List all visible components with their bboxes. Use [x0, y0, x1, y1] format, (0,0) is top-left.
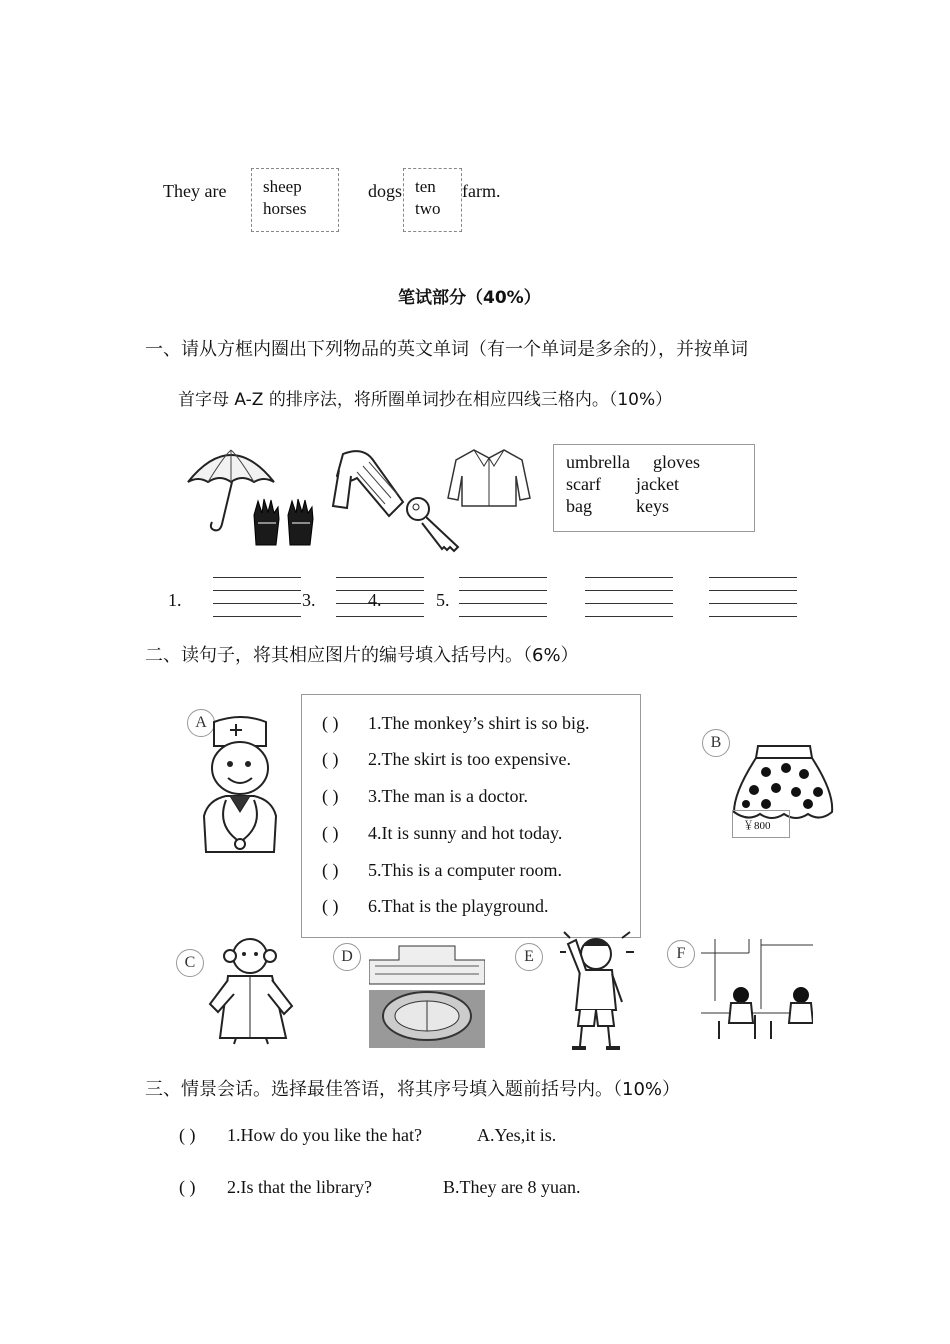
dialogue-paren-1[interactable]: ( ) — [179, 1125, 196, 1145]
answer-paren[interactable]: ( ) — [322, 860, 339, 880]
answer-number-3: 3. — [302, 590, 316, 610]
dialogue-answer-b: B.They are 8 yuan. — [443, 1177, 581, 1197]
word-choice-sheep: sheep — [263, 177, 302, 196]
answer-paren[interactable]: ( ) — [322, 786, 339, 806]
dialogue-answer-a: A.Yes,it is. — [477, 1125, 557, 1145]
section1-instruction-line2: 首字母 A-Z 的排序法，将所圈单词抄在相应四线三格内。（10%） — [178, 390, 673, 410]
dialogue-paren-2[interactable]: ( ) — [179, 1177, 196, 1197]
sentence-text: 4.It is sunny and hot today. — [368, 823, 563, 843]
answer-paren[interactable]: ( ) — [322, 823, 339, 843]
price-tag-text: ￥800 — [743, 820, 771, 832]
label-b: B — [702, 729, 730, 757]
word-gloves: gloves — [653, 452, 700, 472]
word-choice-box-1 — [251, 168, 339, 232]
sentence-1[interactable] — [322, 713, 590, 734]
word-jacket: jacket — [636, 474, 679, 494]
label-f: F — [667, 940, 695, 968]
word-choice-box-2 — [403, 168, 462, 232]
answer-number-5: 5. — [436, 590, 450, 610]
section3-instruction: 三、情景会话。选择最佳答语，将其序号填入题前括号内。（10%） — [145, 1079, 681, 1100]
doctor-icon — [196, 716, 286, 856]
writing-lines-1[interactable] — [213, 577, 301, 617]
sentence-text: 3.The man is a doctor. — [368, 786, 528, 806]
sentence-text: 2.The skirt is too expensive. — [368, 749, 571, 769]
answer-number-4: 4. — [368, 590, 382, 610]
word-choice-horses: horses — [263, 199, 307, 218]
sentence-3[interactable] — [322, 786, 528, 807]
hot-boy-icon — [560, 930, 634, 1054]
word-choice-two: two — [415, 199, 441, 218]
word-keys: keys — [636, 496, 669, 516]
dialogue-question-1: 1.How do you like the hat? — [227, 1125, 422, 1145]
sentence-5[interactable] — [322, 860, 562, 881]
answer-number-1: 1. — [168, 590, 182, 610]
playground-icon — [369, 940, 485, 1048]
sentence-text: 6.That is the playground. — [368, 896, 549, 916]
label-a: A — [187, 709, 215, 737]
label-c: C — [176, 949, 204, 977]
sentence-2[interactable] — [322, 749, 571, 770]
label-d: D — [333, 943, 361, 971]
jacket-icon — [444, 446, 534, 510]
monkey-icon — [206, 934, 298, 1046]
writing-lines-5[interactable] — [709, 577, 797, 617]
sentence-text: 5.This is a computer room. — [368, 860, 562, 880]
computer-room-icon — [701, 939, 813, 1041]
scarf-icon — [329, 446, 405, 522]
top-sentence-prefix: They are — [163, 181, 227, 201]
answer-paren[interactable]: ( ) — [322, 713, 339, 733]
dialogue-question-2: 2.Is that the library? — [227, 1177, 372, 1197]
written-part-title: 笔试部分（40%） — [398, 288, 541, 308]
word-choice-ten: ten — [415, 177, 436, 196]
sentence-6[interactable] — [322, 896, 548, 917]
top-sentence-suffix: farm. — [462, 181, 501, 201]
top-sentence-middle: dogs — [368, 181, 403, 201]
price-tag — [732, 810, 790, 838]
vocabulary-word-box — [553, 444, 755, 532]
word-bag: bag — [566, 496, 592, 516]
label-e: E — [515, 943, 543, 971]
word-umbrella: umbrella — [566, 452, 630, 472]
section1-instruction-line1: 一、请从方框内圈出下列物品的英文单词（有一个单词是多余的），并按单词 — [145, 339, 748, 360]
word-scarf: scarf — [566, 474, 601, 494]
writing-lines-3[interactable] — [459, 577, 547, 617]
sentence-text: 1.The monkey’s shirt is so big. — [368, 713, 590, 733]
sentence-4[interactable] — [322, 823, 562, 844]
answer-paren[interactable]: ( ) — [322, 896, 339, 916]
gloves-icon — [250, 497, 320, 549]
writing-lines-4[interactable] — [585, 577, 673, 617]
answer-paren[interactable]: ( ) — [322, 749, 339, 769]
section2-instruction: 二、读句子，将其相应图片的编号填入括号内。（6%） — [145, 645, 579, 666]
